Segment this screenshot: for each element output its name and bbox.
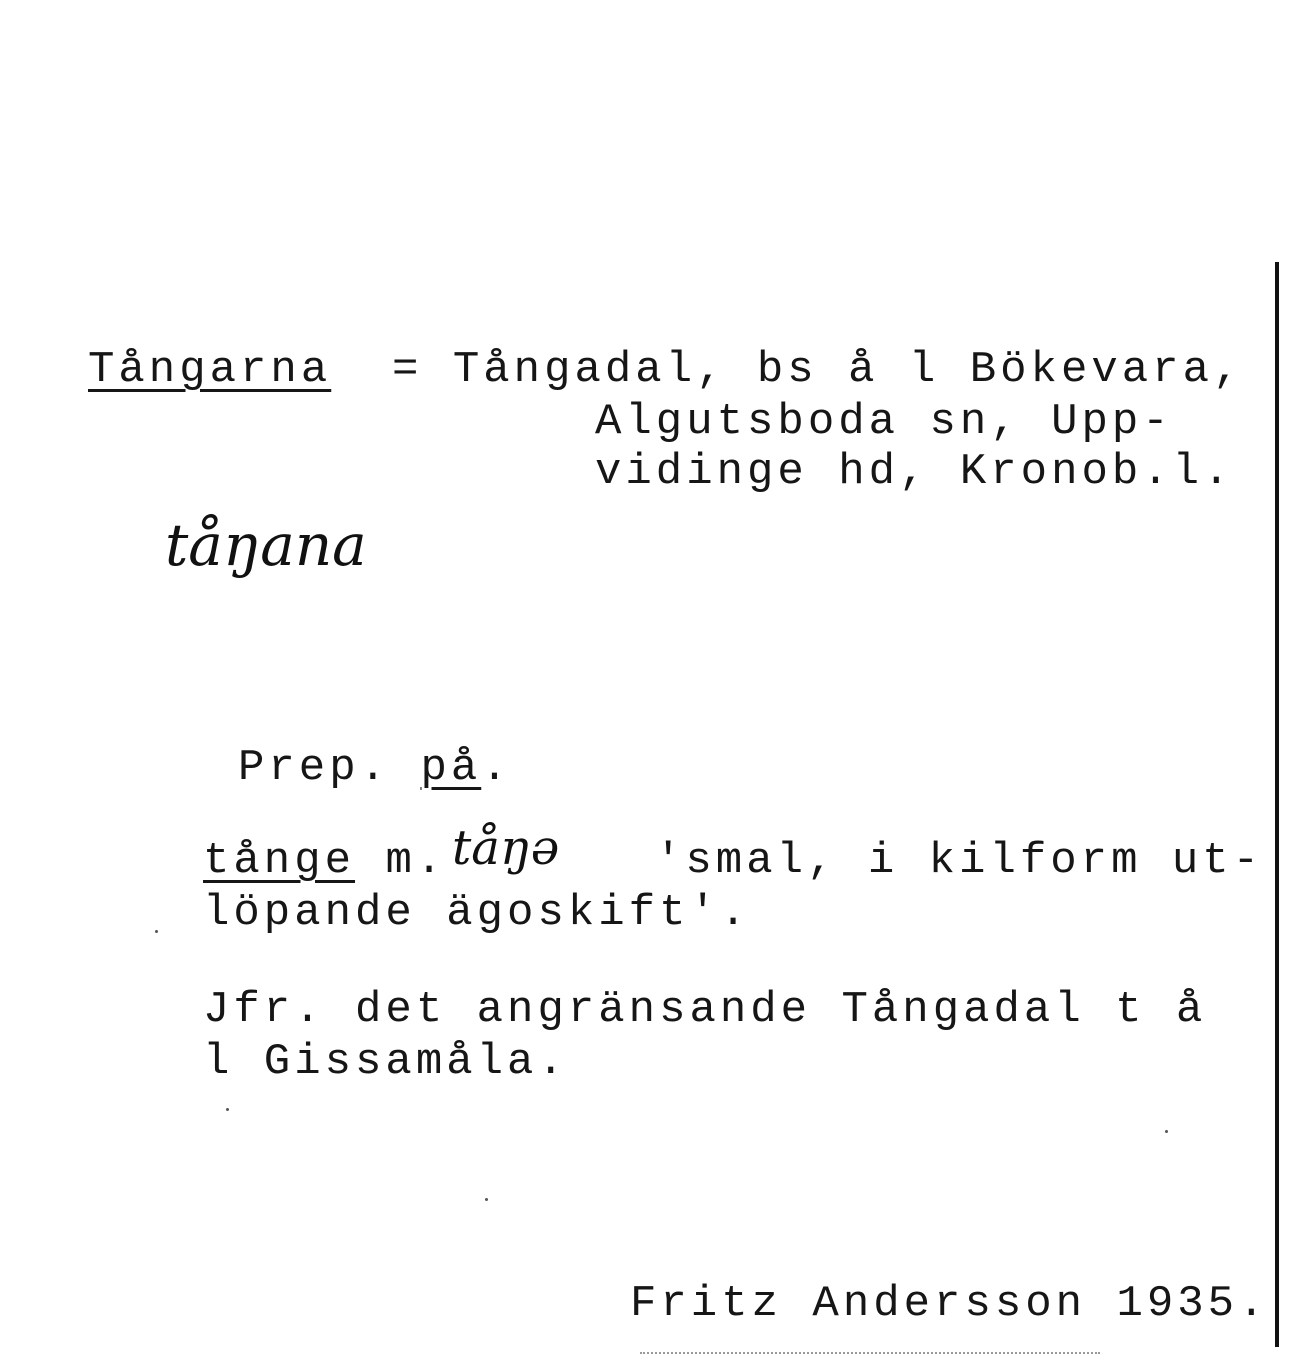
etymology-gloss-1: 'smal, i kilform ut- [655,836,1264,886]
handwritten-pronunciation: tåŋana [165,511,367,579]
compare-line-1: Jfr. det angränsande Tångadal t å [203,985,1207,1035]
entry-location: Tångadal, bs å l Bökevara, [452,345,1244,395]
scan-speck [226,1108,229,1111]
prep-line [238,742,512,794]
etymology-gloss-2: löpande ägoskift'. [203,888,751,938]
card-edge-rule [1275,262,1279,1347]
signature: Fritz Andersson 1935. [630,1279,1269,1329]
scan-speck [155,930,158,933]
headword: Tångarna [88,345,332,395]
scan-speck [485,1198,488,1201]
entry-line-1 [88,344,1243,396]
scan-edge-dots [640,1352,1100,1356]
compare-line-2: l Gissamåla. [203,1037,568,1087]
entry-line-2: Algutsboda sn, Upp- [595,397,1173,447]
entry-line-3: vidinge hd, Kronob.l. [595,447,1234,497]
equals-sign: = [392,345,423,395]
prep-label: Prep. [238,743,391,793]
etymology-gender: m. [385,836,447,886]
handwritten-etymology-pronunciation: tåŋə [452,820,560,876]
etymology-word: tånge [203,836,356,886]
scan-speck [1165,1130,1168,1133]
prep-word: på [420,743,482,793]
prep-end: . [481,743,512,793]
etymology-word-line [203,835,446,887]
